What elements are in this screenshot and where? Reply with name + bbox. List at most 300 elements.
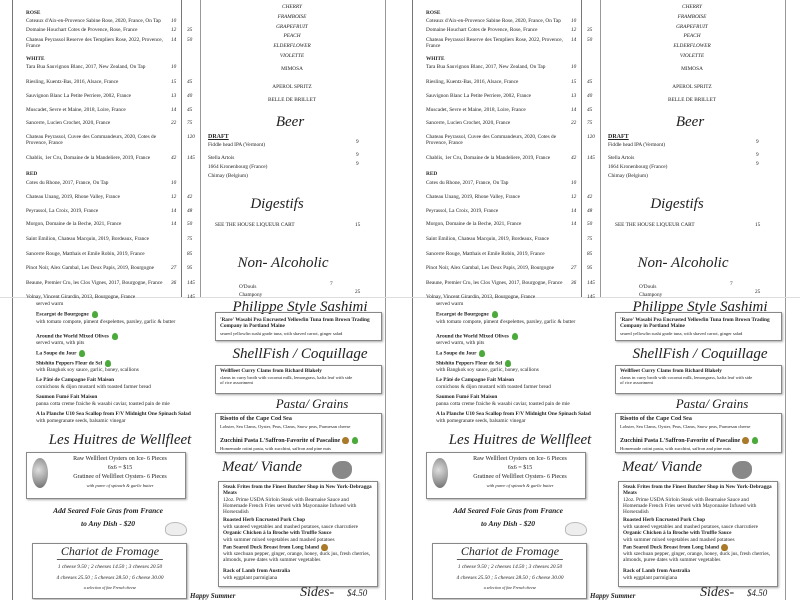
starter-desc: served warm, with pits — [36, 340, 85, 346]
wine-glass-price: 27 — [571, 265, 577, 271]
drinks-page-right-border — [385, 0, 386, 600]
fromage-title: Chariot de Fromage — [57, 545, 163, 560]
wine-section-heading: ROSE — [26, 10, 41, 16]
starter-desc: with Bangkok soy sauce, garlic, honey, scallions — [36, 367, 139, 373]
wine-bottle-price: 75 — [587, 120, 593, 126]
gratinee-desc: with puree of spinach & garlic butter — [486, 483, 554, 488]
wine-name: Domaine Houchart Cotes de Provence, Rose, France — [26, 27, 138, 33]
cocktail-item: MIMOSA — [281, 66, 303, 72]
sashimi-name: 'Rare' Wasabi Pea Encrusted Yellowfin Tuna from Brown Trading Company in Portland Maine — [620, 316, 770, 329]
starter-name — [36, 333, 118, 340]
pasta-name: Risotto of the Cape Cod Sea — [620, 416, 692, 422]
meat-name-text: Organic Chicken à la Broche with Truffle Sauce — [623, 530, 732, 536]
meat-title: Meat/ Viande — [621, 459, 703, 475]
meat-name — [223, 517, 373, 523]
meat-desc: with sauteed vegetables and mashed potatoes, sauce charcutiere — [223, 524, 359, 530]
wine-name: Chateau Unang, 2019, Rhone Valley, France — [426, 194, 520, 200]
pasta-name: Zucchini Pasta L'Saffron-Favorite of Pascaline — [220, 437, 341, 444]
wine-glass-price: 14 — [571, 37, 577, 43]
starter-desc: served warm, with pits — [436, 340, 485, 346]
raw-oysters-price: 6x6 = $15 — [107, 465, 133, 471]
sides-title: Sides- — [700, 585, 735, 600]
meat-name-text: Roasted Herb Encrusted Pork Chop — [623, 517, 706, 523]
starter-name — [436, 394, 497, 400]
wine-bottle-price: 45 — [587, 79, 593, 85]
meat-desc: with szechuan pepper, ginger, orange, honey, duck jus, fresh cherries, almonds, puree dates with summer vegetables — [623, 551, 771, 564]
vegetarian-leaf-icon — [352, 437, 358, 444]
wine-glass-price: 14 — [171, 221, 177, 227]
raw-oysters-price: 6x6 = $15 — [507, 465, 533, 471]
meat-name-text: Roasted Herb Encrusted Pork Chop — [223, 517, 306, 523]
starter-name-text: Escargot de Bourgogne — [36, 311, 89, 318]
wine-name: Coteaux d'Aix-en-Provence Sabine Rose, 2020, France, On Tap — [426, 18, 561, 24]
acorn-icon — [742, 437, 749, 444]
wine-glass-price: 42 — [171, 155, 177, 161]
wine-bottle-price: 95 — [587, 265, 593, 271]
starter-name — [436, 333, 518, 340]
wine-bottle-price: 120 — [187, 134, 195, 140]
flavor-item: GRAPEFRUIT — [676, 23, 708, 30]
wine-name: Volnay, Vincent Girardin, 2013, Bourgogne, France — [426, 294, 536, 300]
sashimi-name: 'Rare' Wasabi Pea Encrusted Yellowfin Tuna from Brown Trading Company in Portland Maine — [220, 316, 370, 329]
vegetarian-leaf-icon — [79, 350, 85, 357]
starter-name-text: A la Planche U10 Sea Scallop from F/V Midnight One Spinach Salad — [36, 411, 191, 417]
fromage-note: a selection of fine French cheese — [83, 585, 137, 590]
meat-name-text: Steak Frites from the Finest Butcher Shop in New York-Debragga Meats — [223, 484, 372, 497]
meat-name-text: Steak Frites from the Finest Butcher Shop in New York-Debragga Meats — [623, 484, 772, 497]
wine-glass-price: 42 — [571, 155, 577, 161]
meat-desc: with summer mixed vegetables and mashed potatoes — [623, 537, 735, 543]
starter-name-text: La Soupe du Jour — [436, 350, 477, 357]
wine-name: Cotes du Rhone, 2017, France, On Tap — [26, 180, 109, 186]
flavor-item: ELDERFLOWER — [673, 43, 711, 50]
starter-name — [436, 377, 514, 383]
meat-name-text: Organic Chicken à la Broche with Truffle Sauce — [223, 530, 332, 536]
wine-bottle-price: 48 — [587, 208, 593, 214]
meat-name-text: Pan Seared Duck Breast from Long Island — [623, 544, 719, 551]
non-alcoholic-name: Champony — [639, 292, 663, 298]
wine-glass-price: 13 — [171, 93, 177, 99]
pasta-name-wrap — [220, 437, 358, 445]
meat-name — [623, 544, 773, 551]
wine-glass-price: 15 — [571, 79, 577, 85]
starter-name-text: Escargot de Bourgogne — [436, 311, 489, 318]
rooster-image — [332, 461, 352, 479]
starter-name-text: Le Pâté de Campagne Fait Maison — [36, 377, 115, 383]
pasta-desc: Homemade rotini pasta, with zucchini, saffron and pine nuts — [220, 446, 331, 451]
drinks-page-right-border — [785, 0, 786, 600]
vegetarian-leaf-icon — [92, 311, 98, 318]
starter-name-text: Le Pâté de Campagne Fait Maison — [436, 377, 515, 383]
fromage-prices-2: 4 cheeses 25.50 ; 5 cheeses 28.50 ; 6 cheese 30.00 — [56, 575, 164, 581]
beer-name: Fiddle head IPA (Vermont) — [208, 142, 266, 148]
digestifs-title: Digestifs — [650, 196, 704, 212]
starter-name-text: A la Planche U10 Sea Scallop from F/V Midnight One Spinach Salad — [436, 411, 591, 417]
beer-price: 9 — [756, 161, 759, 167]
wine-glass-price: 27 — [171, 265, 177, 271]
starter-desc: with tomato compote, piment d'espelettes, parsley, garlic & butter — [436, 319, 576, 325]
non-alcoholic-title: Non- Alcoholic — [237, 255, 329, 271]
wine-glass-price: 14 — [171, 37, 177, 43]
starter-name-text: Around the World Mixed Olives — [436, 333, 509, 340]
flavor-item: PEACH — [683, 33, 701, 40]
duck-image — [565, 522, 587, 536]
starter-name-text: Shishito Peppers Fleur de Sel — [436, 360, 503, 367]
flavor-item: VIOLETTE — [279, 53, 305, 59]
digestif-item: SEE THE HOUSE LIQUEUR CART — [615, 222, 695, 228]
wine-glass-price: 12 — [171, 27, 177, 33]
wine-name: Domaine Houchart Cotes de Provence, Rose, France — [426, 27, 538, 33]
flavor-item: VIOLETTE — [679, 53, 705, 59]
wine-bottle-price: 40 — [587, 93, 593, 99]
non-alcoholic-name: Champony — [239, 292, 263, 298]
wine-name: Chablis, 1er Cru, Domaine de la Mandeliere, 2019, France — [426, 155, 551, 161]
pasta-name-wrap — [620, 437, 758, 445]
beer-price: 9 — [356, 161, 359, 167]
meat-desc: with summer mixed vegetables and mashed potatoes — [223, 537, 335, 543]
flavor-item: ELDERFLOWER — [273, 43, 311, 50]
wine-name: Sancerre Rouge, Matthais et Emile Robin, 2019, France — [26, 251, 145, 257]
wine-glass-price: 10 — [571, 180, 577, 186]
starter-name — [36, 360, 111, 367]
pasta-name: Risotto of the Cape Cod Sea — [220, 416, 292, 422]
wine-bottle-price: 50 — [187, 221, 193, 227]
wine-bottle-price: 75 — [187, 120, 193, 126]
wine-bottle-price: 40 — [187, 93, 193, 99]
sashimi-title: Philippe Style Sashimi — [232, 298, 368, 315]
non-alcoholic-name: O'Douls — [239, 284, 257, 290]
fromage-note: a selection of fine French cheese — [483, 585, 537, 590]
wine-page-border — [12, 0, 13, 297]
wine-bottle-price: 45 — [187, 79, 193, 85]
starter-name-text: Saumon Fumé Fait Maison — [436, 394, 498, 400]
beer-name: Stella Artois — [208, 155, 235, 161]
oyster-shell-image — [32, 458, 48, 488]
wine-bottle-price: 50 — [587, 221, 593, 227]
drinks-page-border — [200, 0, 201, 297]
food-page-border — [12, 297, 13, 600]
wine-name: Sauvignon Blanc La Petite Perriere, 2002, France — [426, 93, 532, 99]
non-alcoholic-price: 7 — [730, 281, 733, 287]
vegetarian-leaf-icon — [112, 333, 118, 340]
wine-glass-price: 13 — [571, 93, 577, 99]
sashimi-desc: seared yellowfin sushi grade tuna, with shaved carrot, ginger salad — [620, 331, 743, 336]
wine-bottle-price: 45 — [587, 107, 593, 113]
wine-glass-price: 14 — [171, 107, 177, 113]
non-alcoholic-title: Non- Alcoholic — [637, 255, 729, 271]
beer-name: 1664 Kronenbourg (France) — [608, 164, 668, 170]
pasta-name: Zucchini Pasta L'Saffron-Favorite of Pascaline — [620, 437, 741, 444]
wine-bottle-price: 50 — [187, 37, 193, 43]
starter-desc: panna cotta creme fraiche & wasabi caviar, toasted pain de mie — [436, 401, 570, 407]
wine-bottle-price: 48 — [187, 208, 193, 214]
raw-oysters: Raw Wellfleet Oysters on Ice- 6 Pieces — [73, 456, 167, 462]
wine-bottle-price: 42 — [187, 194, 193, 200]
raw-oysters: Raw Wellfleet Oysters on Ice- 6 Pieces — [473, 456, 567, 462]
price-divider — [181, 0, 182, 297]
beer-price: 9 — [756, 152, 759, 158]
wine-bottle-price: 145 — [187, 155, 195, 161]
beer-price: 9 — [356, 152, 359, 158]
vegetarian-leaf-icon — [752, 437, 758, 444]
starter-name — [436, 411, 591, 417]
wine-name: Cotes du Rhone, 2017, France, On Tap — [426, 180, 509, 186]
wine-name: Saint Emilion, Chateau Macquin, 2019, Bordeaux, France — [26, 236, 149, 242]
pasta-title: Pasta/ Grains — [675, 396, 749, 411]
wine-bottle-price: 145 — [587, 155, 595, 161]
fromage-title: Chariot de Fromage — [457, 545, 563, 560]
wine-bottle-price: 50 — [587, 37, 593, 43]
pasta-desc: Lobster, Sea Clams, Oyster, Peas, Clams, Snow peas, Parmesan cheese — [620, 424, 751, 429]
flavor-item: CHERRY — [682, 4, 702, 10]
cocktail-item: BELLE DE BRILLET — [268, 97, 316, 103]
meat-name — [623, 568, 773, 574]
wine-section-heading: WHITE — [26, 56, 45, 62]
vegetarian-leaf-icon — [479, 350, 485, 357]
starter-name — [36, 350, 85, 357]
beer-name: Stella Artois — [608, 155, 635, 161]
wine-bottle-price: 145 — [187, 280, 195, 286]
meat-name — [223, 484, 373, 496]
fromage-prices-1: 1 cheese 9.50 ; 2 cheeses 14.50 ; 3 cheeses 20.50 — [57, 564, 163, 570]
starter-desc: with pomegranate seeds, balsamic vinegar — [436, 418, 526, 424]
wine-bottle-price: 75 — [587, 236, 593, 242]
wine-glass-price: 10 — [571, 64, 577, 70]
flavor-item: FRAMBOISE — [677, 13, 707, 20]
starter-desc: with pomegranate seeds, balsamic vinegar — [36, 418, 126, 424]
rooster-image — [732, 461, 752, 479]
sashimi-desc: seared yellowfin sushi grade tuna, with shaved carrot, ginger salad — [220, 331, 343, 336]
wine-glass-price: 10 — [171, 180, 177, 186]
starter-desc: served warm — [36, 300, 64, 307]
beer-name: Fiddle head IPA (Vermont) — [608, 142, 666, 148]
wine-name: Beaune, Premier Cru, les Clos Vignes, 2017, Bourgogne, France — [26, 280, 163, 286]
vegetarian-leaf-icon — [492, 311, 498, 318]
starter-name — [36, 377, 114, 383]
duck-image — [165, 522, 187, 536]
wine-bottle-price: 145 — [587, 294, 595, 300]
wine-name: Beaune, Premier Cru, les Clos Vignes, 2017, Bourgogne, France — [426, 280, 563, 286]
wine-name: Pinot Noir, Alex Gambal, Les Deux Papis, 2019, Bourgogne — [426, 265, 554, 271]
starter-desc: cornichons & dijon mustard with toasted farmer bread — [436, 384, 551, 390]
shellfish-title: ShellFish / Coquillage — [232, 346, 368, 362]
oysters-title: Les Huitres de Wellfleet — [48, 432, 192, 448]
starter-desc: served warm — [436, 300, 464, 307]
happy-summer: Happy Summer — [190, 592, 236, 600]
meat-name — [223, 530, 373, 536]
non-alcoholic-price: 25 — [755, 289, 761, 295]
shellfish-desc: clams in curry broth with coconut milk, lemongrass, kafia leaf with side of rice assortment — [220, 375, 353, 386]
wine-bottle-price: 145 — [587, 280, 595, 286]
acorn-icon — [721, 544, 728, 551]
wine-glass-price: 15 — [171, 79, 177, 85]
beer-title: Beer — [275, 114, 305, 130]
wine-section-heading: WHITE — [426, 56, 445, 62]
wine-glass-price: 22 — [571, 120, 577, 126]
wine-glass-price: 10 — [171, 64, 177, 70]
oyster-shell-image — [432, 458, 448, 488]
cocktail-item: MIMOSA — [681, 66, 703, 72]
starter-desc: with Bangkok soy sauce, garlic, honey, scallions — [436, 367, 539, 373]
vegetarian-leaf-icon — [105, 360, 111, 367]
food-page-border — [412, 297, 413, 600]
wine-glass-price: 12 — [171, 194, 177, 200]
wine-bottle-price: 85 — [587, 251, 593, 257]
wine-name: Tara Bua Sauvignon Blanc, 2017, New Zealand, On Tap — [26, 64, 146, 70]
wine-name: Morgon, Domaine de la Beche, 2021, France — [426, 221, 522, 227]
digestifs-title: Digestifs — [250, 196, 304, 212]
meat-desc: with eggplant parmigiana — [623, 575, 678, 581]
shellfish-name: Wellfleet Curry Clams from Richard Blakely — [220, 368, 322, 374]
meat-desc: 12oz. Prime USDA Sirloin Steak with Bearnaise Sauce and Homemade French Fries served with Mayonnaise Infused with Horseradish — [623, 497, 757, 516]
starter-desc: cornichons & dijon mustard with toasted farmer bread — [36, 384, 151, 390]
meat-name-text: Rack of Lamb from Australia — [623, 568, 690, 574]
shellfish-title: ShellFish / Coquillage — [632, 346, 768, 362]
meat-desc: 12oz. Prime USDA Sirloin Steak with Bearnaise Sauce and Homemade French Fries served with Mayonnaise Infused with Horseradish — [223, 497, 357, 516]
foie-gras-line1: Add Seared Foie Gras from France — [53, 506, 163, 515]
meat-desc: with sauteed vegetables and mashed potatoes, sauce charcutiere — [623, 524, 759, 530]
wine-name: Morgon, Domaine de la Beche, 2021, France — [26, 221, 122, 227]
wine-name: Sancerre, Lucien Crochet, 2020, France — [426, 120, 511, 126]
flavor-item: FRAMBOISE — [277, 13, 307, 20]
meat-name — [623, 517, 773, 523]
beer-price: 9 — [756, 139, 759, 145]
wine-glass-price: 14 — [571, 107, 577, 113]
flavor-item: PEACH — [283, 33, 301, 40]
wine-name: Sancerre Rouge, Matthais et Emile Robin, 2019, France — [426, 251, 545, 257]
cocktail-item: BELLE DE BRILLET — [668, 97, 716, 103]
wine-page-border — [412, 0, 413, 297]
wine-name: Tara Bua Sauvignon Blanc, 2017, New Zealand, On Tap — [426, 64, 546, 70]
wine-section-heading: ROSE — [426, 10, 441, 16]
menu-collage-right — [400, 0, 800, 600]
digestif-price: 15 — [755, 222, 761, 228]
wine-name: Chateau Unang, 2019, Rhone Valley, France — [26, 194, 120, 200]
price-divider — [581, 0, 582, 297]
happy-summer: Happy Summer — [590, 592, 636, 600]
starter-desc: with tomato compote, piment d'espelettes, parsley, garlic & butter — [36, 319, 176, 325]
wine-glass-price: 14 — [571, 221, 577, 227]
meat-name — [623, 530, 773, 536]
sashimi-title: Philippe Style Sashimi — [632, 298, 768, 315]
wine-bottle-price: 85 — [187, 251, 193, 257]
meat-name — [623, 484, 773, 496]
shellfish-name: Wellfleet Curry Clams from Richard Blakely — [620, 368, 722, 374]
wine-section-heading: RED — [426, 171, 438, 177]
wine-section-heading: RED — [26, 171, 38, 177]
wine-name: Chateau Peyrassol, Cuvee des Commandeurs, 2020, Cotes de Provence, France — [26, 134, 157, 147]
wine-name: Saint Emilion, Chateau Macquin, 2019, Bordeaux, France — [426, 236, 549, 242]
non-alcoholic-price: 25 — [355, 289, 361, 295]
wine-bottle-price: 145 — [187, 294, 195, 300]
wine-name: Riesling, Kuentz-Bas, 2016, Alsace, France — [426, 79, 519, 85]
cocktail-item: APEROL SPRITZ — [272, 84, 312, 90]
cocktail-item: APEROL SPRITZ — [672, 84, 712, 90]
meat-name-text: Pan Seared Duck Breast from Long Island — [223, 544, 319, 551]
wine-name: Pinot Noir, Alex Gambal, Les Deux Papis, 2019, Bourgogne — [26, 265, 154, 271]
wine-glass-price: 36 — [171, 280, 177, 286]
wine-bottle-price: 95 — [187, 265, 193, 271]
pasta-desc: Homemade rotini pasta, with zucchini, saffron and pine nuts — [620, 446, 731, 451]
wine-glass-price: 12 — [571, 27, 577, 33]
pasta-title: Pasta/ Grains — [275, 396, 349, 411]
non-alcoholic-name: O'Douls — [639, 284, 657, 290]
starter-name — [436, 311, 498, 318]
wine-name: Muscadet, Sevre et Maine, 2018, Loire, France — [426, 107, 526, 113]
starter-name-text: La Soupe du Jour — [36, 350, 77, 357]
starter-desc: panna cotta creme fraiche & wasabi caviar, toasted pain de mie — [36, 401, 170, 407]
shellfish-desc: clams in curry broth with coconut milk, lemongrass, kafia leaf with side of rice assortment — [620, 375, 753, 386]
wine-name: Sauvignon Blanc La Petite Perriere, 2002, France — [26, 93, 132, 99]
gratinee-desc: with puree of spinach & garlic butter — [86, 483, 154, 488]
meat-desc: with eggplant parmigiana — [223, 575, 278, 581]
fromage-prices-2: 4 cheeses 25.50 ; 5 cheeses 28.50 ; 6 cheese 30.00 — [456, 575, 564, 581]
starter-name — [436, 350, 485, 357]
meat-desc: with szechuan pepper, ginger, orange, honey, duck jus, fresh cherries, almonds, puree dates with summer vegetables — [223, 551, 371, 564]
sides-price: $4.50 — [747, 588, 768, 598]
vegetarian-leaf-icon — [505, 360, 511, 367]
wine-glass-price: 36 — [571, 280, 577, 286]
wine-bottle-price: 35 — [587, 27, 593, 33]
digestif-price: 15 — [355, 222, 361, 228]
flavor-item: GRAPEFRUIT — [276, 23, 308, 30]
fromage-prices-1: 1 cheese 9.50 ; 2 cheeses 14.50 ; 3 cheeses 20.50 — [457, 564, 563, 570]
beer-name: Chimay (Belgium) — [608, 173, 648, 179]
starter-name-text: Around the World Mixed Olives — [36, 333, 109, 340]
starter-name — [36, 411, 191, 417]
starter-name — [36, 311, 98, 318]
wine-bottle-price: 45 — [187, 107, 193, 113]
acorn-icon — [321, 544, 328, 551]
non-alcoholic-price: 7 — [330, 281, 333, 287]
pasta-desc: Lobster, Sea Clams, Oyster, Peas, Clams, Snow peas, Parmesan cheese — [220, 424, 351, 429]
wine-bottle-price: 75 — [187, 236, 193, 242]
wine-name: Peyrassol, La Croix, 2019, France — [426, 208, 499, 214]
starter-name — [436, 360, 511, 367]
wine-name: Chablis, 1er Cru, Domaine de la Mandeliere, 2019, France — [26, 155, 151, 161]
meat-name — [223, 568, 373, 574]
meat-title: Meat/ Viande — [221, 459, 303, 475]
wine-bottle-price: 42 — [587, 194, 593, 200]
gratinee-oysters: Gratinee of Wellfleet Oysters- 6 Pieces — [73, 474, 167, 480]
wine-name: Peyrassol, La Croix, 2019, France — [26, 208, 99, 214]
draft-label: DRAFT — [208, 134, 229, 140]
wine-name: Sancerre, Lucien Crochet, 2020, France — [26, 120, 111, 126]
wine-glass-price: 10 — [571, 18, 577, 24]
foie-gras-line2: to Any Dish - $20 — [481, 519, 535, 528]
meat-name — [223, 544, 373, 551]
oysters-title: Les Huitres de Wellfleet — [448, 432, 592, 448]
wine-name: Volnay, Vincent Girardin, 2013, Bourgogne, France — [26, 294, 136, 300]
acorn-icon — [342, 437, 349, 444]
wine-glass-price: 22 — [171, 120, 177, 126]
wine-glass-price: 10 — [171, 18, 177, 24]
wine-name: Chateau Peyrassol, Cuvee des Commandeurs, 2020, Cotes de Provence, France — [426, 134, 557, 147]
wine-name: Riesling, Kuentz-Bas, 2016, Alsace, France — [26, 79, 119, 85]
beer-name: Chimay (Belgium) — [208, 173, 248, 179]
wine-name: Chateau Peyrassol Reserve des Templiers Rose, 2022, Provence, France — [426, 37, 563, 50]
wine-glass-price: 14 — [571, 208, 577, 214]
sides-title: Sides- — [300, 585, 335, 600]
wine-bottle-price: 120 — [587, 134, 595, 140]
wine-glass-price: 12 — [571, 194, 577, 200]
starter-name-text: Shishito Peppers Fleur de Sel — [36, 360, 103, 367]
beer-price: 9 — [356, 139, 359, 145]
draft-label: DRAFT — [608, 134, 629, 140]
digestif-item: SEE THE HOUSE LIQUEUR CART — [215, 222, 295, 228]
sides-price: $4.50 — [347, 588, 368, 598]
meat-name-text: Rack of Lamb from Australia — [223, 568, 290, 574]
